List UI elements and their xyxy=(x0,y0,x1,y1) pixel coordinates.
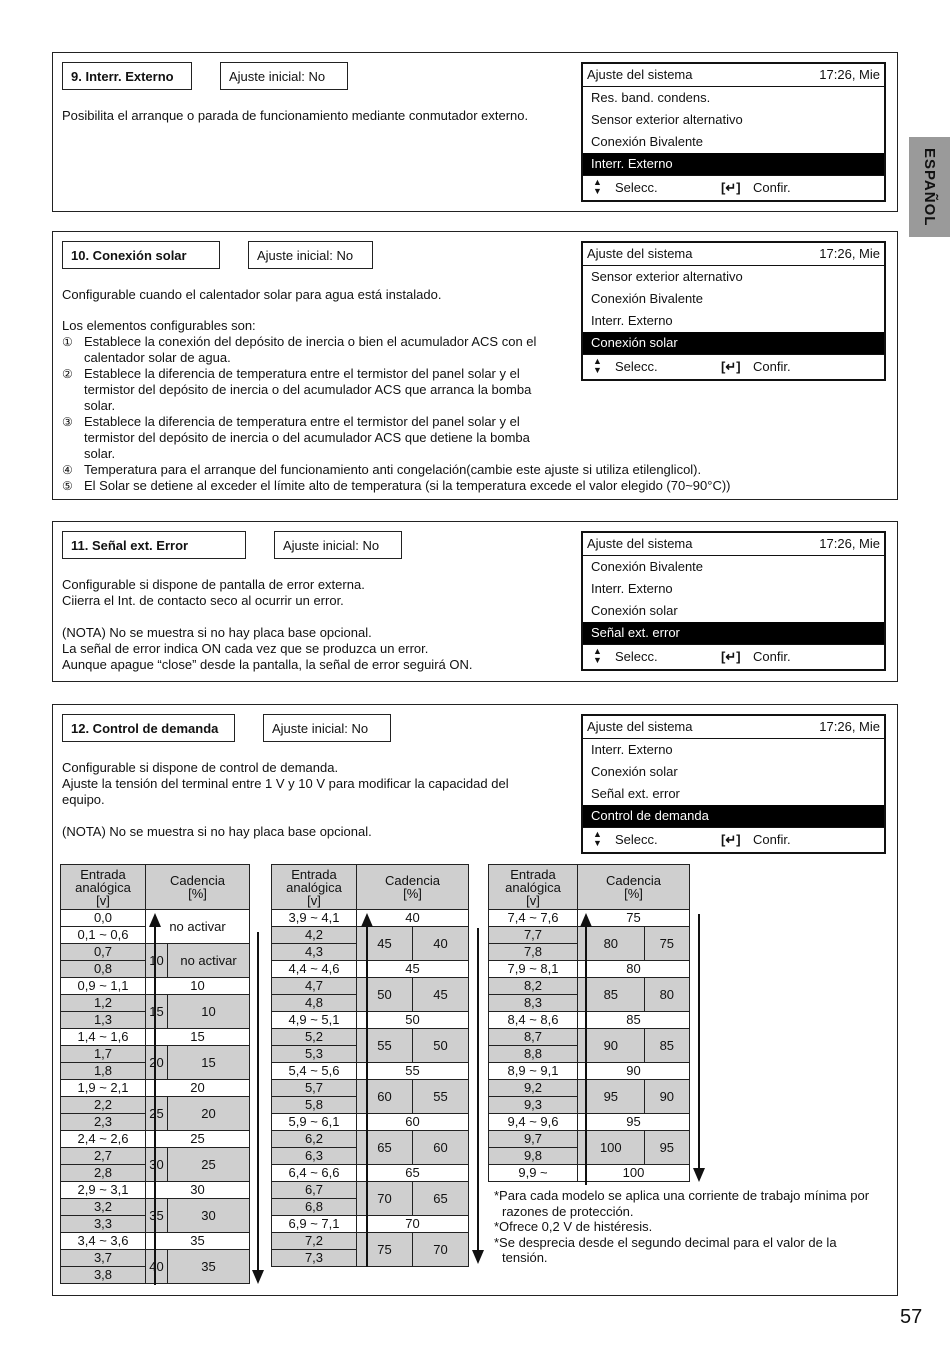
menu-footer: ▲ ▼ Selecc. [↵] Confir. xyxy=(583,354,884,379)
table-cell-rate-up: 85 xyxy=(578,978,645,1012)
table-cell-input: 0,0 xyxy=(61,910,146,927)
table-cell-input: 5,4 ~ 5,6 xyxy=(272,1063,357,1080)
table-cell-input: 2,9 ~ 3,1 xyxy=(61,1182,146,1199)
table-cell-rate: 85 xyxy=(578,1012,690,1029)
table-cell-input: 5,8 xyxy=(272,1097,357,1114)
table-cell-input: 0,9 ~ 1,1 xyxy=(61,978,146,995)
menu-item[interactable]: Conexión Bivalente xyxy=(591,134,704,149)
table-cell-rate-down: 55 xyxy=(413,1080,469,1114)
table-cell-rate-up: 30 xyxy=(146,1148,168,1182)
table-cell-rate: 70 xyxy=(357,1216,469,1233)
enter-icon: [↵] xyxy=(721,832,741,847)
table-cell-input: 9,8 xyxy=(489,1148,578,1165)
table-cell-rate: 55 xyxy=(357,1063,469,1080)
table-cell-rate: 10 xyxy=(146,978,250,995)
system-menu xyxy=(581,531,886,671)
table-cell-input: 9,3 xyxy=(489,1097,578,1114)
table-cell-input: 4,8 xyxy=(272,995,357,1012)
section-description: Posibilita el arranque o parada de funcionamiento mediante conmutador externo. xyxy=(62,108,529,123)
menu-header: Ajuste del sistema 17:26, Mie xyxy=(583,716,884,739)
section-description: Configurable si dispone de pantalla de error externa. Ciierra el Int. de contacto seco al ocurrir un error. (NOTA) No se muestra si no hay placa base opcional. La señal de error indica ON cada vez que se produzca un error. Aunque apague “close” desde la pantalla, la señal de error seguirá ON. xyxy=(62,577,473,672)
table-cell-input: 5,3 xyxy=(272,1046,357,1063)
table-cell-rate: 80 xyxy=(578,961,690,978)
table-cell-input: 4,7 xyxy=(272,978,357,995)
column-header-rate: Cadencia [%] xyxy=(357,865,469,910)
table-cell-rate: 15 xyxy=(146,1029,250,1046)
table-cell-input: 2,7 xyxy=(61,1148,146,1165)
table-cell-input: 4,4 ~ 4,6 xyxy=(272,961,357,978)
table-cell-input: 0,1 ~ 0,6 xyxy=(61,927,146,944)
table-cell-rate-up: 10 xyxy=(146,944,168,978)
table-cell-input: 5,2 xyxy=(272,1029,357,1046)
table-cell-rate: 45 xyxy=(357,961,469,978)
table-notes: *Para cada modelo se aplica una corriente de trabajo mínima por razones de protección. *Ofrece 0,2 V de histéresis. *Se desprecia desde el segundo decimal para el valor de la tensión. xyxy=(494,1188,870,1265)
table-cell-rate-down: 25 xyxy=(168,1148,250,1182)
menu-item[interactable]: Interr. Externo xyxy=(591,581,673,596)
table-cell-input: 7,4 ~ 7,6 xyxy=(489,910,578,927)
list-item: ⑤ El Solar se detiene al exceder el límite alto de temperatura (si la temperatura excede el valor elegido (70~90°C)) xyxy=(62,478,731,493)
menu-footer: ▲ ▼ Selecc. [↵] Confir. xyxy=(583,175,884,200)
table-cell-rate: 75 xyxy=(578,910,690,927)
demand-table-3 xyxy=(488,864,690,1182)
initial-setting: Ajuste inicial: No xyxy=(274,531,402,559)
table-cell-input: 8,4 ~ 8,6 xyxy=(489,1012,578,1029)
decrease-arrow-line xyxy=(698,914,700,1170)
system-menu xyxy=(581,62,886,202)
menu-item-selected[interactable]: Interr. Externo xyxy=(583,153,884,175)
table-cell-input: 8,3 xyxy=(489,995,578,1012)
up-down-arrow-icon: ▲ ▼ xyxy=(593,646,602,665)
table-cell-rate: 30 xyxy=(146,1182,250,1199)
table-cell-rate-down: 70 xyxy=(413,1233,469,1267)
table-cell-rate-down: 80 xyxy=(644,978,689,1012)
table-cell-rate-down: 30 xyxy=(168,1199,250,1233)
list-item: ③ Establece la diferencia de temperatura entre el termistor del panel solar y el termistor del depósito de inercia o del acumulador ACS que detiene la bomba solar. xyxy=(62,414,530,461)
table-cell-input: 7,9 ~ 8,1 xyxy=(489,961,578,978)
table-cell-rate: 50 xyxy=(357,1012,469,1029)
table-cell-input: 2,2 xyxy=(61,1097,146,1114)
increase-arrow-line xyxy=(366,925,368,1267)
table-cell-input: 6,3 xyxy=(272,1148,357,1165)
table-cell-rate: 40 xyxy=(357,910,469,927)
decrease-arrow-icon xyxy=(693,1168,705,1182)
table-cell-input: 9,7 xyxy=(489,1131,578,1148)
table-cell-input: 8,7 xyxy=(489,1029,578,1046)
table-cell-input: 6,2 xyxy=(272,1131,357,1148)
table-cell-rate-up: 35 xyxy=(146,1199,168,1233)
table-cell-input: 7,3 xyxy=(272,1250,357,1267)
table-cell-input: 0,8 xyxy=(61,961,146,978)
table-cell-rate: 100 xyxy=(578,1165,690,1182)
table-cell-rate-up: 20 xyxy=(146,1046,168,1080)
table-cell-rate-down: 20 xyxy=(168,1097,250,1131)
table-cell-rate-down: 10 xyxy=(168,995,250,1029)
table-cell-input: 8,8 xyxy=(489,1046,578,1063)
table-cell-input: 7,2 xyxy=(272,1233,357,1250)
section-conexion-solar xyxy=(52,231,898,500)
table-cell-rate: no activar xyxy=(146,910,250,944)
page-number: 57 xyxy=(900,1306,923,1328)
section-title: 12. Control de demanda xyxy=(62,714,235,742)
menu-header: Ajuste del sistema 17:26, Mie xyxy=(583,64,884,87)
table-cell-input: 1,8 xyxy=(61,1063,146,1080)
menu-item-selected[interactable]: Conexión solar xyxy=(583,332,884,354)
initial-setting: Ajuste inicial: No xyxy=(220,62,348,90)
table-cell-rate-up: 100 xyxy=(578,1131,645,1165)
table-cell-rate-down: 35 xyxy=(168,1250,250,1284)
table-cell-input: 3,8 xyxy=(61,1267,146,1284)
menu-footer: ▲ ▼ Selecc. [↵] Confir. xyxy=(583,644,884,669)
section-title: 11. Señal ext. Error xyxy=(62,531,246,559)
table-cell-input: 9,9 ~ xyxy=(489,1165,578,1182)
menu-footer: ▲ ▼ Selecc. [↵] Confir. xyxy=(583,827,884,852)
table-cell-rate-down: 45 xyxy=(413,978,469,1012)
table-cell-input: 9,2 xyxy=(489,1080,578,1097)
menu-item[interactable]: Sensor exterior alternativo xyxy=(591,269,743,284)
column-header-input: Entrada analógica [v] xyxy=(272,865,357,910)
menu-item[interactable]: Sensor exterior alternativo xyxy=(591,112,743,127)
list-item: ② Establece la diferencia de temperatura entre el termistor del panel solar y el termistor del depósito de inercia o del acumulador ACS que arranca la bomba solar. xyxy=(62,366,532,413)
table-cell-rate-up: 60 xyxy=(357,1080,413,1114)
table-cell-rate: 95 xyxy=(578,1114,690,1131)
table-cell-rate-down: 95 xyxy=(644,1131,689,1165)
decrease-arrow-icon xyxy=(252,1270,264,1284)
initial-setting: Ajuste inicial: No xyxy=(248,241,373,269)
table-cell-rate-up: 50 xyxy=(357,978,413,1012)
menu-item[interactable]: Conexión Bivalente xyxy=(591,559,704,574)
table-cell-input: 2,8 xyxy=(61,1165,146,1182)
column-header-input: Entrada analógica [v] xyxy=(61,865,146,910)
table-cell-input: 5,9 ~ 6,1 xyxy=(272,1114,357,1131)
decrease-arrow-line xyxy=(477,928,479,1252)
menu-item[interactable]: Interr. Externo xyxy=(591,313,673,328)
table-cell-input: 7,7 xyxy=(489,927,578,944)
table-cell-input: 1,2 xyxy=(61,995,146,1012)
menu-item[interactable]: Interr. Externo xyxy=(591,742,673,757)
decrease-arrow-icon xyxy=(472,1250,484,1264)
increase-arrow-line xyxy=(585,925,587,1185)
table-cell-rate-up: 25 xyxy=(146,1097,168,1131)
section-title: 9. Interr. Externo xyxy=(62,62,192,90)
table-cell-rate-down: 65 xyxy=(413,1182,469,1216)
column-header-rate: Cadencia [%] xyxy=(146,865,250,910)
table-cell-rate-up: 65 xyxy=(357,1131,413,1165)
initial-setting: Ajuste inicial: No xyxy=(263,714,391,742)
table-cell-rate-up: 45 xyxy=(357,927,413,961)
table-cell-rate-down: 50 xyxy=(413,1029,469,1063)
menu-item[interactable]: Conexión solar xyxy=(591,764,678,779)
table-cell-input: 7,8 xyxy=(489,944,578,961)
enter-icon: [↵] xyxy=(721,649,741,664)
table-cell-rate-down: 40 xyxy=(413,927,469,961)
table-cell-input: 9,4 ~ 9,6 xyxy=(489,1114,578,1131)
language-side-tab: ESPAÑOL xyxy=(909,137,950,237)
table-cell-input: 1,9 ~ 2,1 xyxy=(61,1080,146,1097)
menu-header: Ajuste del sistema 17:26, Mie xyxy=(583,533,884,556)
table-cell-input: 8,9 ~ 9,1 xyxy=(489,1063,578,1080)
table-cell-input: 0,7 xyxy=(61,944,146,961)
table-cell-rate-up: 75 xyxy=(357,1233,413,1267)
up-down-arrow-icon: ▲ ▼ xyxy=(593,356,602,375)
table-cell-rate-up: 70 xyxy=(357,1182,413,1216)
table-cell-input: 6,8 xyxy=(272,1199,357,1216)
column-header-rate: Cadencia [%] xyxy=(578,865,690,910)
table-cell-rate-down: 60 xyxy=(413,1131,469,1165)
menu-item-selected[interactable]: Control de demanda xyxy=(583,805,884,827)
section-title: 10. Conexión solar xyxy=(62,241,220,269)
menu-item[interactable]: Conexión Bivalente xyxy=(591,291,704,306)
table-cell-rate: 35 xyxy=(146,1233,250,1250)
table-cell-rate-down: 90 xyxy=(644,1080,689,1114)
enter-icon: [↵] xyxy=(721,359,741,374)
menu-item[interactable]: Res. band. condens. xyxy=(591,90,711,105)
enter-icon: [↵] xyxy=(721,180,741,195)
table-cell-input: 6,7 xyxy=(272,1182,357,1199)
table-cell-rate-down: no activar xyxy=(168,944,250,978)
table-cell-rate-down: 15 xyxy=(168,1046,250,1080)
table-cell-rate-up: 55 xyxy=(357,1029,413,1063)
table-cell-input: 3,2 xyxy=(61,1199,146,1216)
table-cell-input: 3,9 ~ 4,1 xyxy=(272,910,357,927)
table-cell-input: 6,9 ~ 7,1 xyxy=(272,1216,357,1233)
menu-item-selected[interactable]: Señal ext. error xyxy=(583,622,884,644)
section-description: Configurable cuando el calentador solar para agua está instalado. Los elementos configurables son: ① Establece la conexión del depósito de inercia o bien el acumulador ACS con el calentador solar de agua. ② Establece la diferencia de temperatura entre el termistor del panel solar y el termistor del depósito de inercia o del acumulador ACS que arranca la bomba solar. ③ Establece la diferencia de temperatura entre el termistor del panel solar y el termistor del depósito de inercia o del acumulador ACS que detiene la bomba solar. ④ Temperatura para el arranque del funcionamiento anti congelación(cambie este ajuste si utiliza etilenglicol). ⑤ El Solar se detiene al exceder el límite alto de temperatura (si la temperatura excede el valor elegido (70~90°C)) xyxy=(62,287,562,494)
increase-arrow-line xyxy=(154,925,156,1285)
up-down-arrow-icon: ▲ ▼ xyxy=(593,177,602,196)
system-menu xyxy=(581,241,886,381)
table-cell-input: 4,9 ~ 5,1 xyxy=(272,1012,357,1029)
table-cell-rate-down: 85 xyxy=(644,1029,689,1063)
table-cell-rate: 20 xyxy=(146,1080,250,1097)
table-cell-input: 1,7 xyxy=(61,1046,146,1063)
menu-header: Ajuste del sistema 17:26, Mie xyxy=(583,243,884,266)
table-cell-input: 3,3 xyxy=(61,1216,146,1233)
decrease-arrow-line xyxy=(257,932,259,1272)
section-interr-externo xyxy=(52,52,898,212)
table-cell-input: 1,3 xyxy=(61,1012,146,1029)
table-cell-input: 3,4 ~ 3,6 xyxy=(61,1233,146,1250)
table-cell-rate-down: 75 xyxy=(644,927,689,961)
table-cell-input: 3,7 xyxy=(61,1250,146,1267)
table-cell-input: 5,7 xyxy=(272,1080,357,1097)
table-cell-input: 2,3 xyxy=(61,1114,146,1131)
table-cell-input: 2,4 ~ 2,6 xyxy=(61,1131,146,1148)
table-cell-rate-up: 40 xyxy=(146,1250,168,1284)
table-cell-rate-up: 80 xyxy=(578,927,645,961)
table-cell-rate-up: 95 xyxy=(578,1080,645,1114)
table-cell-rate: 25 xyxy=(146,1131,250,1148)
table-cell-input: 8,2 xyxy=(489,978,578,995)
section-senal-ext-error xyxy=(52,521,898,682)
menu-item[interactable]: Conexión solar xyxy=(591,603,678,618)
table-cell-rate: 65 xyxy=(357,1165,469,1182)
table-cell-rate: 90 xyxy=(578,1063,690,1080)
column-header-input: Entrada analógica [v] xyxy=(489,865,578,910)
list-item: ④ Temperatura para el arranque del funcionamiento anti congelación(cambie este ajuste si utiliza etilenglicol). xyxy=(62,462,702,477)
table-cell-rate-up: 15 xyxy=(146,995,168,1029)
table-cell-input: 4,2 xyxy=(272,927,357,944)
section-description: Configurable si dispone de control de demanda. Ajuste la tensión del terminal entre 1 V y 10 V para modificar la capacidad del equipo. (NOTA) No se muestra si no hay placa base opcional. xyxy=(62,760,509,839)
table-cell-rate-up: 90 xyxy=(578,1029,645,1063)
system-menu xyxy=(581,714,886,854)
table-cell-input: 6,4 ~ 6,6 xyxy=(272,1165,357,1182)
up-down-arrow-icon: ▲ ▼ xyxy=(593,829,602,848)
table-cell-input: 4,3 xyxy=(272,944,357,961)
list-item: ① Establece la conexión del depósito de inercia o bien el acumulador ACS con el calentador solar de agua. xyxy=(62,334,537,365)
table-cell-input: 1,4 ~ 1,6 xyxy=(61,1029,146,1046)
menu-item[interactable]: Señal ext. error xyxy=(591,786,680,801)
table-cell-rate: 60 xyxy=(357,1114,469,1131)
